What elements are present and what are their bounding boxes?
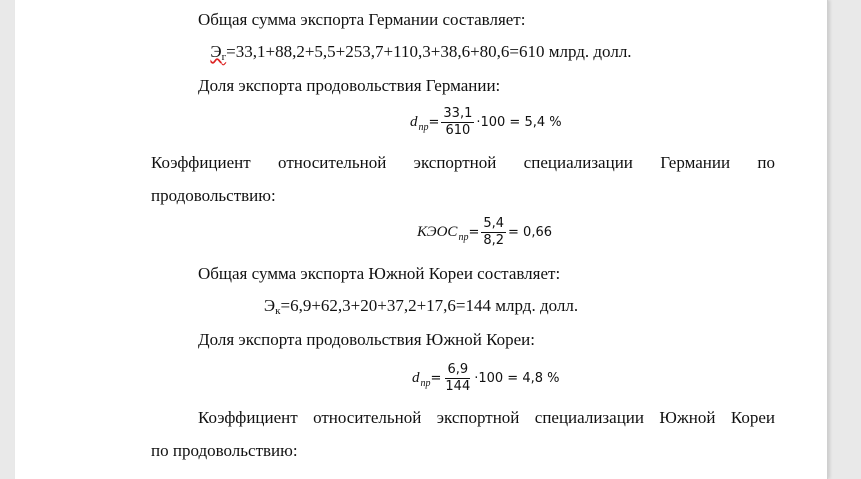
formula-food-share-germany: d пр = $\frac{33,1}{610}$ ·100 = 5,4 % xyxy=(410,106,562,138)
fraction-denominator: 8,2 xyxy=(483,233,505,248)
paragraph-food-share-germany: Доля экспорта продовольствия Германии: xyxy=(198,76,501,95)
export-symbol-subscript: г xyxy=(221,51,227,63)
paragraph-coefficient-germany-line1: Коэффициент относительной экспортной специализации Германии по xyxy=(151,153,775,172)
formula-variable-subscript: пр xyxy=(458,232,469,243)
formula-food-share-korea: d пр = $\frac{6,9}{144}$ ·100 = 4,8 % xyxy=(412,362,560,394)
formula-fraction xyxy=(443,362,472,395)
equation-export-sum-germany xyxy=(15,42,827,62)
export-symbol: Э xyxy=(263,296,276,315)
equation-export-sum-korea xyxy=(15,296,827,316)
formula-variable-subscript: пр xyxy=(418,122,429,133)
fraction-numerator: 5,4 xyxy=(483,216,505,231)
formula-result: ·100 = 4,8 % xyxy=(474,371,560,386)
formula-variable: d xyxy=(410,114,418,130)
paragraph-coefficient-germany-line2: продовольствию: xyxy=(151,186,276,205)
fraction-numerator: 6,9 xyxy=(447,362,469,377)
fraction-denominator: 610 xyxy=(445,123,471,138)
formula-fraction xyxy=(481,216,506,249)
export-symbol: Э xyxy=(210,42,222,61)
document-page[interactable] xyxy=(15,0,828,479)
equation-expression: =6,9+62,3+20+37,2+17,6=144 млрд. долл. xyxy=(280,296,579,315)
formula-variable: d xyxy=(412,370,420,386)
fraction-numerator: 33,1 xyxy=(443,106,473,121)
formula-variable: КЭОС xyxy=(417,224,458,240)
paragraph-export-total-germany: Общая сумма экспорта Германии составляет: xyxy=(198,10,526,29)
formula-result: = 0,66 xyxy=(508,225,553,240)
equation-expression: =33,1+88,2+5,5+253,7+110,3+38,6+80,6=610 млрд. долл. xyxy=(226,42,632,61)
fraction-denominator: 144 xyxy=(445,379,471,394)
paragraph-coefficient-korea-line1: Коэффициент относительной экспортной специализации Южной Кореи xyxy=(198,408,775,427)
paragraph-export-total-korea: Общая сумма экспорта Южной Кореи составляет: xyxy=(198,264,561,283)
formula-variable-subscript: пр xyxy=(420,378,431,389)
export-symbol-subscript: к xyxy=(275,305,281,317)
paragraph-food-share-korea: Доля экспорта продовольствия Южной Кореи: xyxy=(198,330,535,349)
formula-coefficient-germany: КЭОС пр = $\frac{5,4}{8,2}$ = 0,66 xyxy=(417,216,553,248)
paragraph-coefficient-korea-line2: по продовольствию: xyxy=(151,441,298,460)
formula-fraction xyxy=(441,106,474,139)
formula-result: ·100 = 5,4 % xyxy=(476,115,562,130)
